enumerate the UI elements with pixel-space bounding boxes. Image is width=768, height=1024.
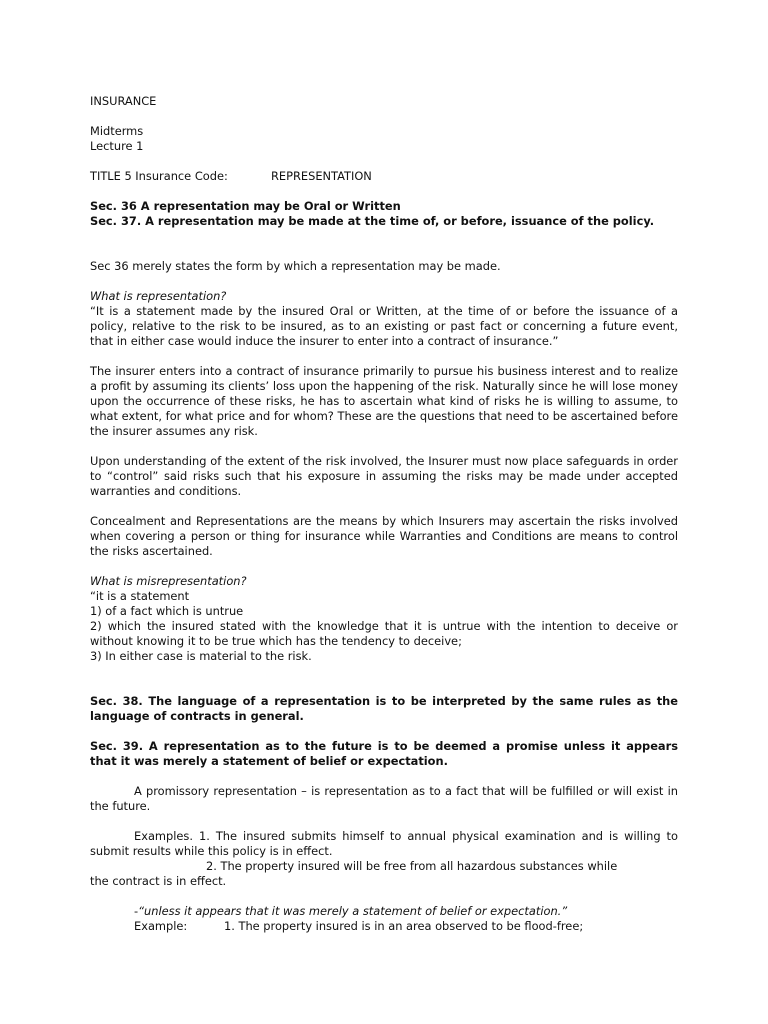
misrepresentation-intro: “it is a statement	[90, 589, 190, 603]
sec37-heading: Sec. 37. A representation may be made at the time of, or before, issuance of the policy.	[90, 214, 655, 228]
example-label: Example:	[134, 919, 188, 933]
example-1: Examples. 1. The insured submits himself to annual physical examination and is willing to submit results while this policy is in effect.	[90, 829, 678, 858]
question-misrepresentation: What is misrepresentation?	[90, 574, 247, 588]
example-2-continued: the contract is in effect.	[90, 874, 227, 888]
title-topic: REPRESENTATION	[271, 169, 372, 183]
sec39-heading: Sec. 39. A representation as to the future is to be deemed a promise unless it appears that it was merely a statement of belief or expectation.	[90, 739, 678, 768]
lecture-label: Lecture 1	[90, 139, 144, 153]
unless-quote: “unless it appears that it was merely a statement of belief or expectation.”	[138, 904, 568, 918]
example-2: 2. The property insured will be free from all hazardous substances while	[206, 859, 618, 873]
misrepresentation-item: 2) which the insured stated with the knowledge that it is untrue with the intention to deceive or without knowing it to be true which has the tendency to deceive;	[90, 619, 678, 648]
misrepresentation-item: 3) In either case is material to the risk.	[90, 649, 312, 663]
paragraph-insurer: The insurer enters into a contract of insurance primarily to pursue his business interest and to realize a profit by assuming its clients’ loss upon the happening of the risk. Naturally since he will lose money upon the occurrence of these risks, he has to ascertain what kind of risks he is willing to assume, to what extent, for what price and for whom? These are the questions that need to be ascertained before the insurer assumes any risk.	[90, 364, 678, 438]
sec38-heading: Sec. 38. The language of a representation is to be interpreted by the same rules as the language of contracts in general.	[90, 694, 678, 723]
example-text: 1. The property insured is in an area observed to be flood-free;	[224, 919, 584, 933]
misrepresentation-item: 1) of a fact which is untrue	[90, 604, 244, 618]
subject-heading: INSURANCE	[90, 94, 157, 108]
unless-clause	[90, 904, 678, 919]
question-representation: What is representation?	[90, 289, 227, 303]
paragraph-promissory: A promissory representation – is representation as to a fact that will be fulfilled or will exist in the future.	[90, 784, 678, 813]
sec36-heading: Sec. 36 A representation may be Oral or Written	[90, 199, 401, 213]
paragraph-concealment: Concealment and Representations are the means by which Insurers may ascertain the risks involved when covering a person or thing for insurance while Warranties and Conditions are means to control the risks ascertained.	[90, 514, 678, 558]
paragraph-sec36: Sec 36 merely states the form by which a representation may be made.	[90, 259, 501, 273]
exam-label: Midterms	[90, 124, 144, 138]
definition-representation: “It is a statement made by the insured Oral or Written, at the time of or before the issuance of a policy, relative to the risk to be insured, as to an existing or past fact or concerning a future event, that in either case would induce the insurer to enter into a contract of insurance.”	[90, 304, 678, 348]
unless-dash: -	[134, 904, 139, 918]
paragraph-safeguards: Upon understanding of the extent of the risk involved, the Insurer must now place safeguards in order to “control” said risks such that his exposure in assuming the risks may be made under accepted warranties and conditions.	[90, 454, 678, 498]
document-page	[90, 94, 678, 934]
unless-example	[90, 919, 678, 934]
title-prefix: TITLE 5 Insurance Code:	[90, 169, 228, 183]
title-line	[90, 169, 678, 184]
